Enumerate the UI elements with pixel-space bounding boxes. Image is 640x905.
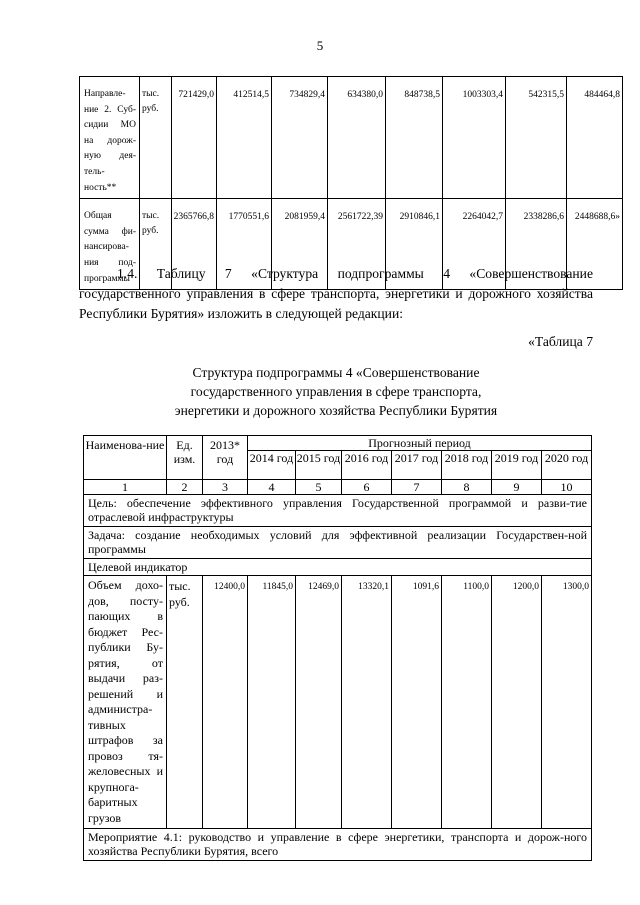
header-year: 2020 год — [542, 451, 592, 480]
value-cell: 2264042,7 — [443, 199, 506, 290]
task-row — [84, 526, 592, 558]
caption-line: энергетики и дорожного хозяйства Республики Бурятия — [174, 403, 498, 418]
table-row — [80, 77, 623, 199]
column-number: 10 — [542, 480, 592, 495]
column-number: 6 — [342, 480, 392, 495]
column-number: 1 — [84, 480, 167, 495]
amendment-paragraph: 1.4. Таблицу 7 «Структура подпрограммы 4 «Совершенствование государственного управления в сфере транспорта, энергетики и дорожного хозяйства Республики Бурятия» изложить в следующей редакции: — [79, 266, 593, 321]
indicator-name: Объем дохо-дов, посту-пающих в бюджет Рес-публики Бу-рятия, от выдачи раз-решений и администра-тивных штрафов за провоз тя-желовесных и крупнога-баритных грузов — [84, 576, 167, 829]
row-name-cell: Направле-ние 2. Суб-сидии МО на дорож-ную дея-тель-ность** — [80, 77, 140, 199]
header-base-year: 2013* год — [203, 436, 248, 480]
value-cell: 2910846,1 — [386, 199, 443, 290]
column-number: 3 — [203, 480, 248, 495]
indicator-value: 1300,0 — [542, 576, 592, 829]
value-cell: 542315,5 — [506, 77, 567, 199]
value-cell: 2448688,6» — [567, 199, 623, 290]
column-number: 8 — [442, 480, 492, 495]
goal-text: Цель: обеспечение эффективного управления Государственной программой и разви-тие отраслевой инфраструктуры — [84, 495, 592, 527]
value-cell: 848738,5 — [386, 77, 443, 199]
unit-cell: тыс. руб. — [140, 77, 172, 199]
unit-cell: тыс. руб. — [140, 199, 172, 290]
header-year: 2014 год — [248, 451, 296, 480]
header-year: 2018 год — [442, 451, 492, 480]
indicator-unit: тыс. руб. — [167, 576, 203, 829]
value-cell: 721429,0 — [172, 77, 217, 199]
value-cell: 734829,4 — [272, 77, 328, 199]
value-cell: 1770551,6 — [217, 199, 272, 290]
header-year: 2016 год — [342, 451, 392, 480]
indicator-value: 1091,6 — [392, 576, 442, 829]
column-number: 7 — [392, 480, 442, 495]
value-cell: 634380,0 — [328, 77, 386, 199]
goal-row — [84, 495, 592, 527]
indicator-value: 1100,0 — [442, 576, 492, 829]
table-label: «Таблица 7 — [528, 334, 593, 349]
row-name-cell: Общая сумма фи-нансирова-ния под-программы — [80, 199, 140, 290]
header-year: 2017 год — [392, 451, 442, 480]
header-row — [84, 436, 592, 451]
column-number-row — [84, 480, 592, 495]
indicator-label-row — [84, 558, 592, 575]
caption-line: государственного управления в сфере транспорта, — [190, 384, 482, 399]
task-text: Задача: создание необходимых условий для эффективной реализации Государствен-ной программы — [84, 526, 592, 558]
indicator-label: Целевой индикатор — [84, 558, 592, 575]
value-cell: 484464,8 — [567, 77, 623, 199]
table-caption — [79, 363, 593, 420]
caption-line: Структура подпрограммы 4 «Совершенствование — [192, 365, 480, 380]
value-cell: 412514,5 — [217, 77, 272, 199]
value-cell: 2365766,8 — [172, 199, 217, 290]
header-year: 2019 год — [492, 451, 542, 480]
column-number: 4 — [248, 480, 296, 495]
measure-row — [84, 829, 592, 861]
indicator-row — [84, 576, 592, 829]
header-forecast: Прогнозный период — [248, 436, 592, 451]
column-number: 9 — [492, 480, 542, 495]
value-cell: 2338286,6 — [506, 199, 567, 290]
structure-table — [83, 435, 592, 861]
value-cell: 2081959,4 — [272, 199, 328, 290]
header-unit: Ед. изм. — [167, 436, 203, 480]
indicator-value: 11845,0 — [248, 576, 296, 829]
column-number: 5 — [296, 480, 342, 495]
indicator-value: 1200,0 — [492, 576, 542, 829]
indicator-value: 13320,1 — [342, 576, 392, 829]
column-number: 2 — [167, 480, 203, 495]
value-cell: 2561722,39 — [328, 199, 386, 290]
header-year: 2015 год — [296, 451, 342, 480]
funding-table-continuation — [79, 76, 623, 290]
measure-text: Мероприятие 4.1: руководство и управление в сфере энергетики, транспорта и дорож-ного хозяйства Республики Бурятия, всего — [84, 829, 592, 861]
indicator-value: 12469,0 — [296, 576, 342, 829]
indicator-value: 12400,0 — [203, 576, 248, 829]
value-cell: 1003303,4 — [443, 77, 506, 199]
header-name: Наименова-ние — [84, 436, 167, 480]
page-number: 5 — [316, 38, 324, 53]
